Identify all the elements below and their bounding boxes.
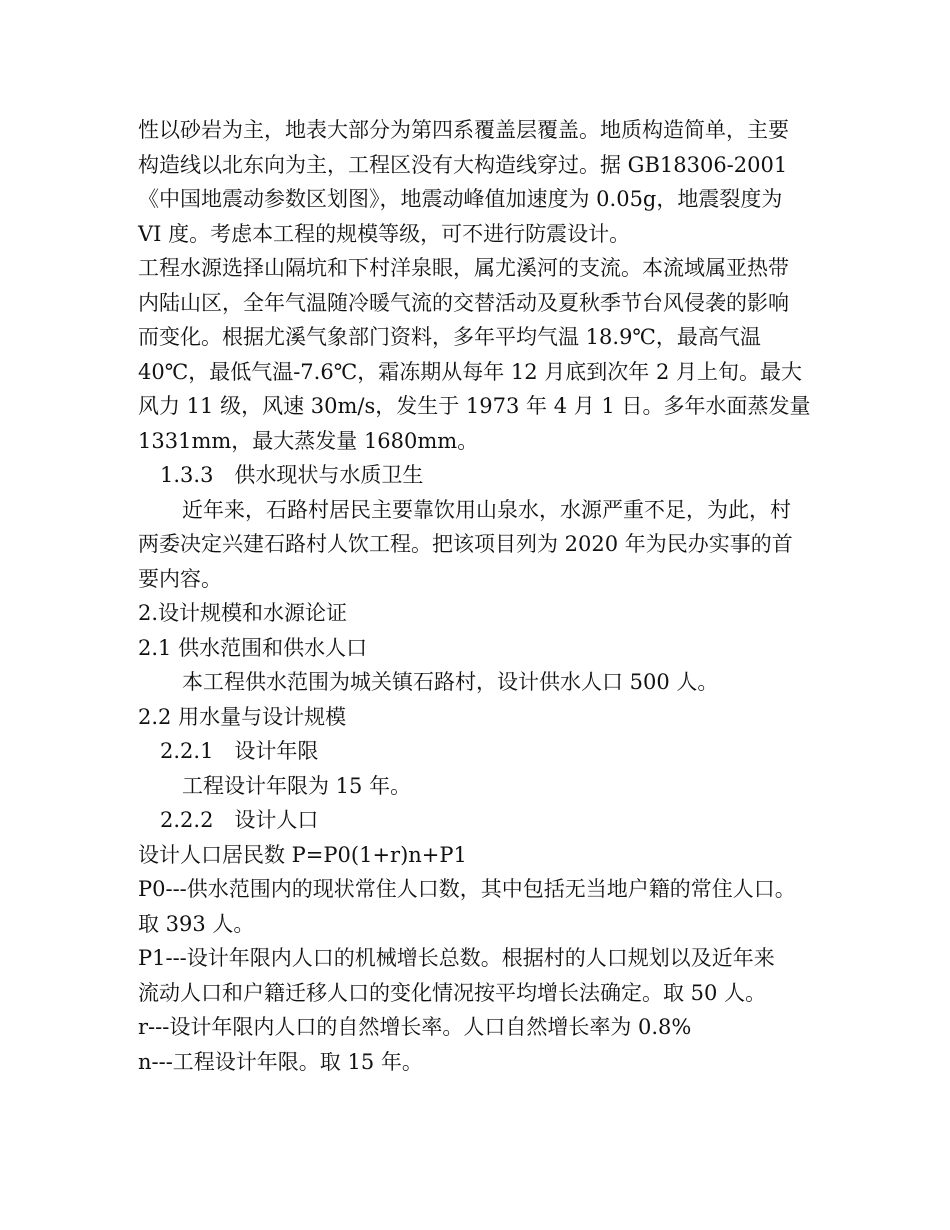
text-line: VI 度。考虑本工程的规模等级，可不进行防震设计。 (138, 221, 631, 246)
text-line: 2.2 用水量与设计规模 (138, 704, 347, 729)
text-line: r---设计年限内人口的自然增长率。人口自然增长率为 0.8% (138, 1015, 692, 1039)
text-line: 2.2.2 设计人口 (160, 808, 319, 832)
text-line: 工程设计年限为 15 年。 (182, 773, 412, 798)
text-line: 工程水源选择山隔坑和下村洋泉眼，属尤溪河的支流。本流域属亚热带 (138, 256, 789, 280)
text-line: 1331mm，最大蒸发量 1680mm。 (138, 428, 479, 453)
text-line: 两委决定兴建石路村人饮工程。把该项目列为 2020 年为民办实事的首 (138, 532, 793, 556)
text-line: 要内容。 (138, 566, 222, 591)
text-line: 2.设计规模和水源论证 (138, 601, 348, 625)
text-line: 《中国地震动参数区划图》，地震动峰值加速度为 0.05g，地震裂度为 (138, 187, 783, 211)
text-line: 1.3.3 供水现状与水质卫生 (160, 463, 424, 487)
text-line: n---工程设计年限。取 15 年。 (138, 1049, 423, 1074)
text-line: 2.2.1 设计年限 (160, 739, 319, 763)
text-line: P0---供水范围内的现状常住人口数，其中包括无当地户籍的常住人口。 (138, 877, 796, 901)
text-line: 取 393 人。 (138, 911, 255, 936)
text-line: 内陆山区，全年气温随冷暖气流的交替活动及夏秋季节台风侵袭的影响 (138, 290, 789, 315)
document-body (138, 113, 828, 1079)
text-line: 本工程供水范围为城关镇石路村，设计供水人口 500 人。 (182, 670, 719, 694)
text-line: P1---设计年限内人口的机械增长总数。根据村的人口规划以及近年来 (138, 946, 775, 970)
text-line: 构造线以北东向为主，工程区没有大构造线穿过。据 GB18306-2001 (138, 152, 788, 177)
text-line: 设计人口居民数 P=P0(1+r)n+P1 (138, 842, 467, 867)
text-line: 风力 11 级，风速 30m/s，发生于 1973 年 4 月 1 日。多年水面蒸发量 (138, 394, 811, 418)
text-line: 性以砂岩为主，地表大部分为第四系覆盖层覆盖。地质构造简单，主要 (138, 118, 789, 142)
text-line: 近年来，石路村居民主要靠饮用山泉水，水源严重不足，为此，村 (182, 497, 791, 522)
text-line: 2.1 供水范围和供水人口 (138, 635, 368, 660)
text-line: 流动人口和户籍迁移人口的变化情况按平均增长法确定。取 50 人。 (138, 980, 767, 1005)
text-line: 而变化。根据尤溪气象部门资料，多年平均气温 18.9℃，最高气温 (138, 325, 761, 349)
text-line: 40℃，最低气温-7.6℃，霜冻期从每年 12 月底到次年 2 月上旬。最大 (138, 359, 802, 384)
